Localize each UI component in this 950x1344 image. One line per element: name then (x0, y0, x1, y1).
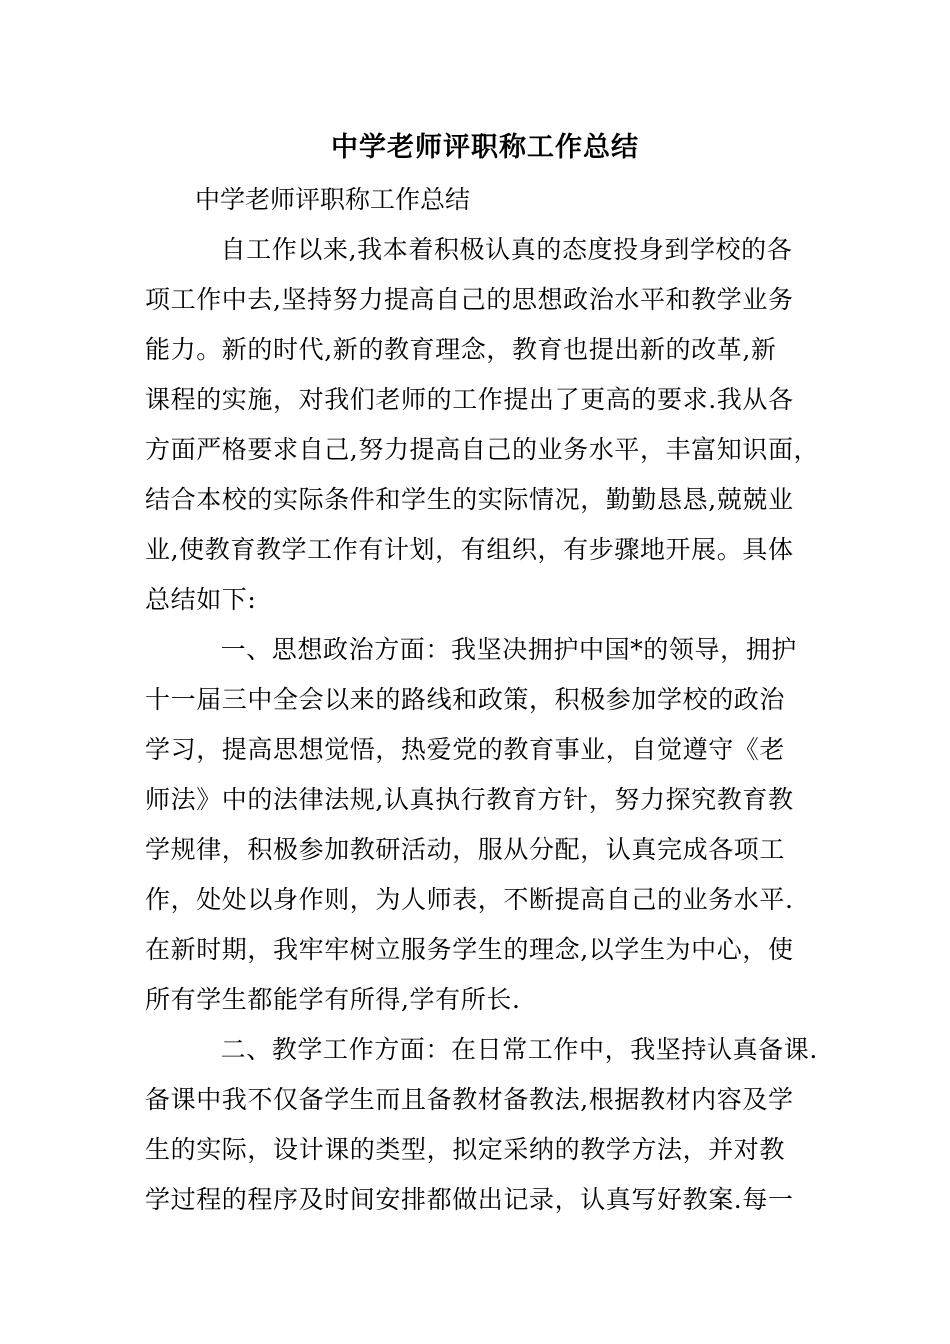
text-line: 结合本校的实际条件和学生的实际情况，勤勤恳恳,兢兢业 (145, 485, 794, 514)
document-title: 中学老师评职称工作总结 (331, 132, 639, 163)
text-line: 总结如下: (145, 585, 257, 614)
text-line: 作，处处以身作则，为人师表，不断提高自己的业务水平. (145, 885, 794, 914)
text-line: 能力。新的时代,新的教育理念，教育也提出新的改革,新 (145, 335, 777, 364)
text-line: 一、思想政治方面：我坚决拥护中国*的领导，拥护 (195, 635, 797, 664)
text-line: 备课中我不仅备学生而且备教材备教法,根据教材内容及学 (145, 1085, 794, 1114)
text-line: 师法》中的法律法规,认真执行教育方针，努力探究教育教 (145, 785, 794, 814)
text-line: 生的实际，设计课的类型，拟定采纳的教学方法，并对教 (145, 1135, 786, 1164)
text-line: 自工作以来,我本着积极认真的态度投身到学校的各 (195, 235, 793, 264)
text-line: 课程的实施，对我们老师的工作提出了更高的要求.我从各 (145, 385, 794, 414)
text-line: 项工作中去,坚持努力提高自己的思想政治水平和教学业务 (145, 285, 794, 314)
text-line: 学过程的程序及时间安排都做出记录，认真写好教案.每一 (145, 1185, 794, 1214)
text-line: 业,使教育教学工作有计划，有组织，有步骤地开展。具体 (145, 535, 794, 564)
text-line: 二、教学工作方面：在日常工作中，我坚持认真备课. (195, 1035, 818, 1064)
text-line: 在新时期，我牢牢树立服务学生的理念,以学生为中心，使 (145, 935, 794, 964)
text-line: 方面严格要求自己,努力提高自己的业务水平，丰富知识面， (145, 435, 820, 464)
text-line: 学规律，积极参加教研活动，服从分配，认真完成各项工 (145, 835, 786, 864)
document-subtitle: 中学老师评职称工作总结 (195, 185, 471, 214)
text-line: 学习，提高思想觉悟，热爱党的教育事业，自觉遵守《老 (145, 735, 786, 764)
text-line: 所有学生都能学有所得,学有所长. (145, 985, 521, 1014)
text-line: 十一届三中全会以来的路线和政策，积极参加学校的政治 (145, 685, 786, 714)
